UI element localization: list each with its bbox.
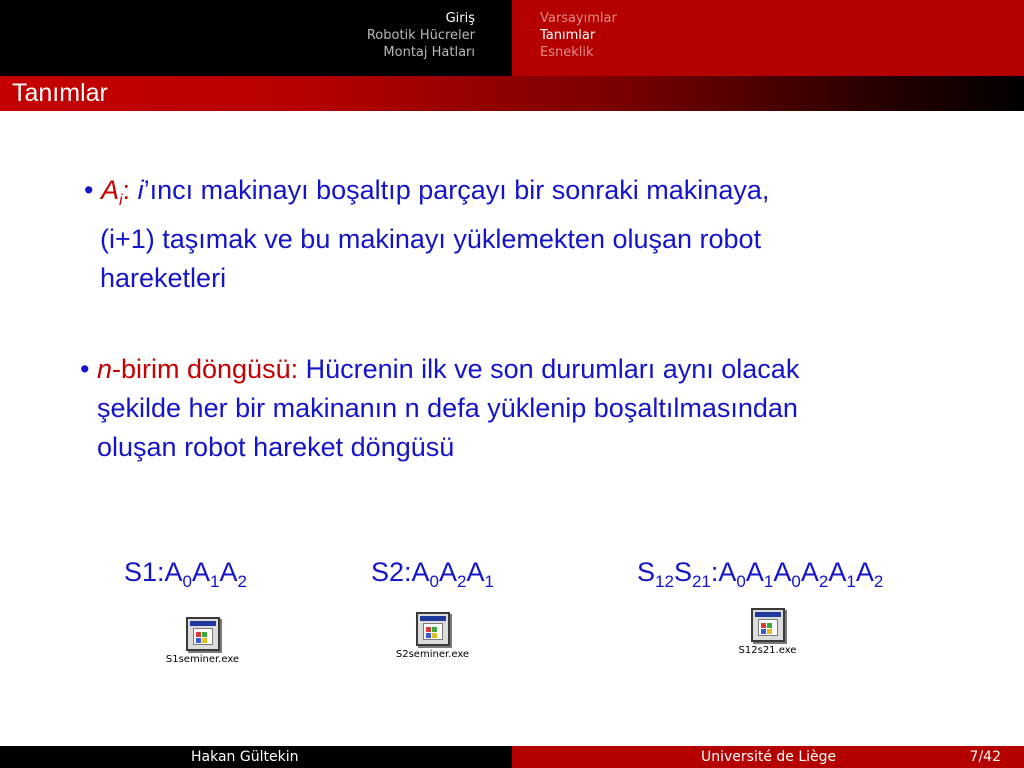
nav-subsection-esneklik[interactable]: Esneklik [540, 45, 594, 60]
formula-subscript: 21 [691, 572, 711, 591]
formula-symbol: A [828, 557, 847, 587]
nav-section-montaj-hatlari[interactable]: Montaj Hatları [383, 45, 475, 60]
footer-bar [0, 746, 1024, 768]
file-link-s2seminer[interactable] [385, 612, 480, 660]
footer-left [0, 746, 512, 768]
formula-symbol: S [673, 557, 692, 587]
nav-section-giris[interactable]: Giriş [445, 11, 475, 26]
definition-ai-line-1 [84, 171, 984, 220]
term-a: A [100, 175, 119, 205]
formula-subscript: 0 [429, 572, 440, 591]
definition-text-1: Hücrenin ilk ve son durumları aynı olacak [298, 354, 800, 384]
formula-subscript: 0 [736, 572, 746, 591]
formula-subscript: 0 [791, 572, 801, 591]
executable-icon[interactable] [751, 608, 785, 642]
definition-cycle-line-2: şekilde her bir makinanın n defa yüklenip boşaltılmasından [97, 393, 798, 423]
top-navigation-bar [0, 0, 1024, 76]
definition-cycle-line-1 [80, 350, 1010, 389]
nav-subsection-varsayimlar[interactable]: Varsayımlar [540, 11, 617, 26]
file-label[interactable]: S12s21.exe [738, 645, 797, 656]
executable-icon[interactable] [416, 612, 450, 646]
frame-title-bar [0, 76, 1024, 111]
file-label[interactable]: S2seminer.exe [395, 649, 470, 660]
definition-text-1: ’ıncı makinayı boşaltıp parçayı bir sonraki makinaya, [143, 175, 770, 205]
definition-n-unit-cycle [80, 350, 1010, 467]
formula-subscript: 12 [655, 572, 674, 591]
formula-symbol: A [718, 557, 737, 587]
term-colon: : [122, 175, 131, 205]
formula-prefix: S2: [371, 557, 412, 587]
formula-subscript: 2 [237, 572, 247, 591]
file-link-s1seminer[interactable] [155, 617, 250, 665]
executable-icon[interactable] [186, 617, 220, 651]
bullet-marker: • [84, 175, 94, 205]
formula-symbol: A [745, 557, 764, 587]
definition-ai-line-3: hareketleri [100, 263, 227, 293]
formula-subscript: 1 [210, 572, 220, 591]
footer-author: Hakan Gültekin [191, 749, 299, 765]
formula-symbol: A [439, 557, 458, 587]
formula-subscript: 1 [763, 572, 774, 591]
section-nav [0, 0, 512, 76]
formula-subscript: 2 [457, 572, 467, 591]
nav-section-robotik-hucreler[interactable]: Robotik Hücreler [366, 28, 475, 43]
formula-subscript: 0 [182, 572, 193, 591]
formula-symbol: A [192, 557, 211, 587]
term-birim-dongusu: -birim döngüsü: [112, 354, 299, 384]
nav-subsection-tanimlar[interactable]: Tanımlar [540, 28, 596, 43]
file-label[interactable]: S1seminer.exe [165, 654, 240, 665]
file-link-s12s21[interactable] [720, 608, 815, 656]
formula-symbol: A [164, 557, 183, 587]
cycle-formula-s1 [124, 556, 247, 598]
formula-colon: : [710, 557, 719, 587]
formula-symbol: S [637, 557, 656, 587]
formula-symbol: A [773, 557, 792, 587]
cycle-formula-s12-s21 [637, 556, 883, 598]
formula-subscript: 2 [873, 572, 884, 591]
definition-ai-line-2: (i+1) taşımak ve bu makinayı yüklemekten oluşan robot [100, 224, 762, 254]
index-i: i [137, 175, 144, 205]
formula-symbol: A [411, 557, 430, 587]
formula-subscript: 1 [484, 572, 494, 591]
formula-symbol: A [800, 557, 819, 587]
footer-right [512, 746, 1024, 768]
formula-subscript: 2 [818, 572, 829, 591]
bullet-marker: • [80, 354, 90, 384]
formula-symbol: A [855, 557, 874, 587]
footer-page-number: 7/42 [969, 749, 1001, 765]
frame-title: Tanımlar [12, 79, 108, 107]
formula-prefix: S1: [124, 557, 165, 587]
term-a-subscript: i [118, 192, 123, 209]
definition-cycle-line-3: oluşan robot hareket döngüsü [97, 432, 455, 462]
formula-subscript: 1 [846, 572, 856, 591]
definition-ai [84, 171, 984, 298]
formula-symbol: A [219, 557, 238, 587]
subsection-nav [512, 0, 1024, 76]
formula-symbol: A [466, 557, 485, 587]
footer-institution: Université de Liège [701, 749, 837, 765]
cycle-formula-s2 [371, 556, 494, 598]
term-n: n [96, 354, 112, 384]
